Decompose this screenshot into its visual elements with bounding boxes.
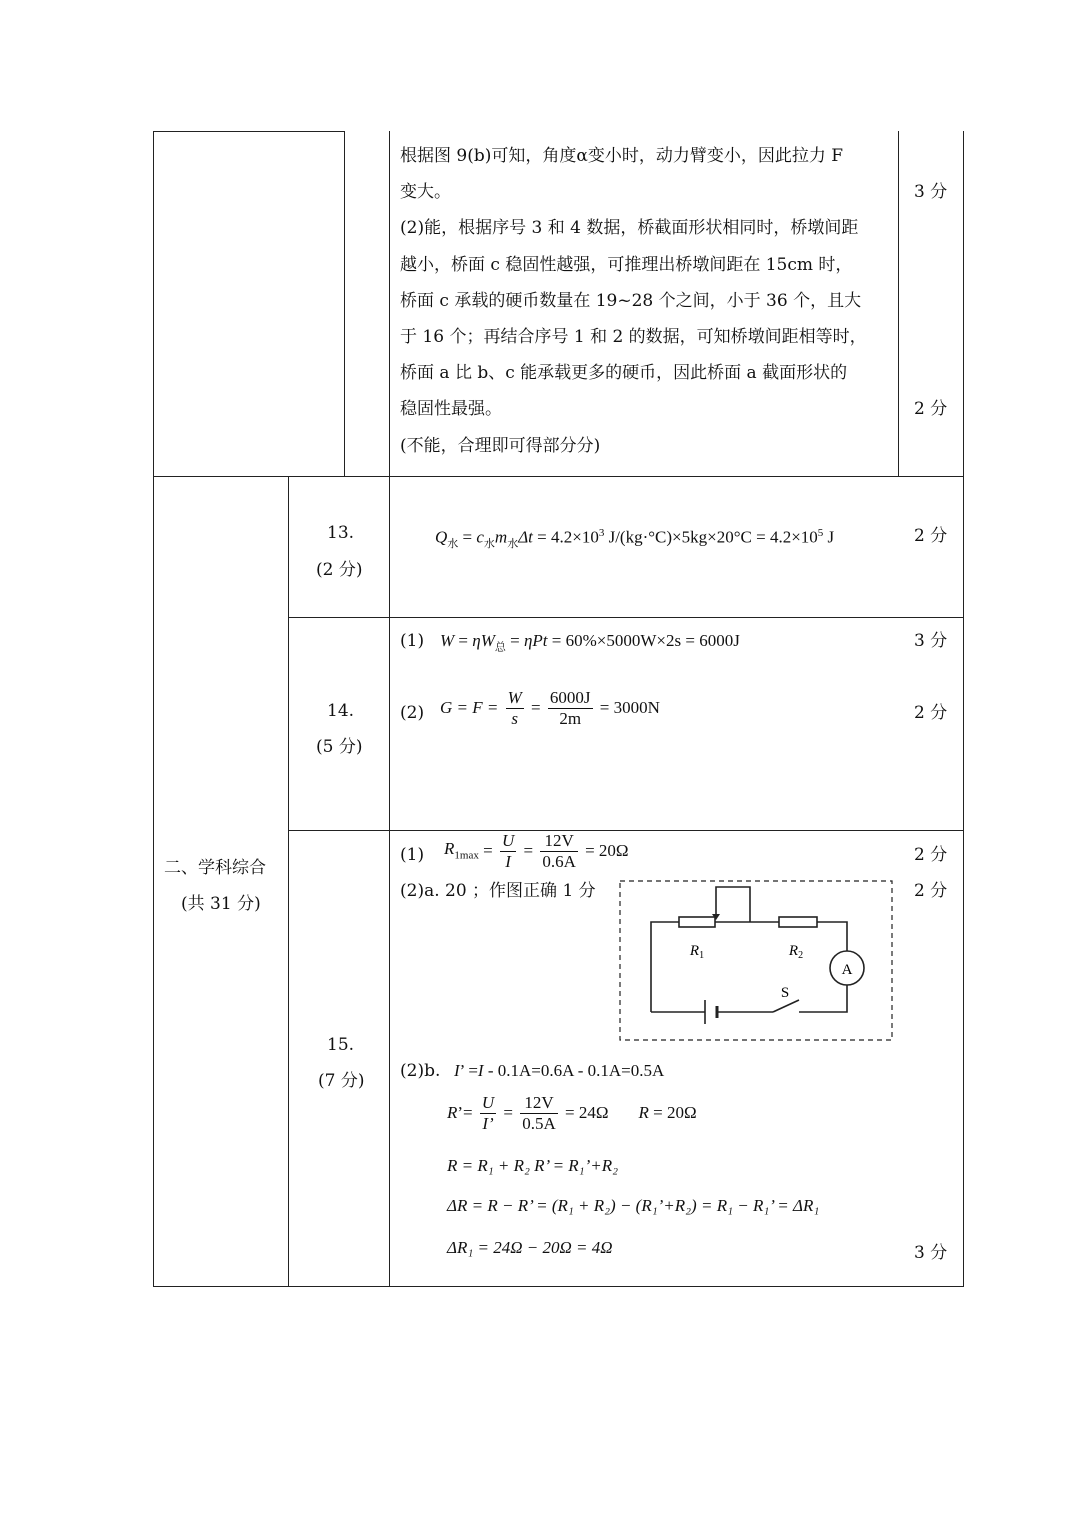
answer-line: 根据图 9(b)可知，角度α变小时，动力臂变小，因此拉力 F xyxy=(400,146,844,166)
q14-part1-label: (1) xyxy=(400,631,425,651)
section-points: (共 31 分) xyxy=(181,894,261,914)
question-number-14: 14. xyxy=(327,701,355,721)
score-q15-part2b: 3 分 xyxy=(914,1243,948,1263)
switch-label: S xyxy=(780,985,790,1001)
q15-part2b-line5: ΔR₁ = 24Ω − 20Ω = 4Ω xyxy=(447,1238,613,1257)
score-top-2: 2 分 xyxy=(914,399,948,419)
score-q15-part2a: 2 分 xyxy=(914,881,948,901)
question-points-15: (7 分) xyxy=(318,1071,365,1091)
q15-part2b-line3: R = R₁ + R₂ R’ = R₁’+R₂ xyxy=(447,1156,619,1175)
column-divider-score-top xyxy=(898,131,899,476)
q14-part2-label: (2) xyxy=(400,703,425,723)
score-q14-part1: 3 分 xyxy=(914,631,948,651)
q15-part1-label: (1) xyxy=(400,845,425,865)
column-divider-question xyxy=(288,476,289,1287)
table-border-left xyxy=(153,131,154,1287)
score-top-1: 3 分 xyxy=(914,182,948,202)
answer-line: 于 16 个；再结合序号 1 和 2 的数据，可知桥墩间距相等时， xyxy=(400,327,867,347)
table-border-right xyxy=(963,131,964,1287)
section-title: 二、学科综合 xyxy=(164,858,266,878)
q13-equation: $Q_水 = c_水m_水\Delta t = 4.2\times 10^3$ $J/(kg\cdot^\circ C)\times 5kg\times 20^\circ C = 4.2\times 10^5$ J xyxy=(435,527,835,551)
ammeter-label: A xyxy=(841,962,853,978)
q15-part2b-line1: I’ =I - 0.1A=0.6A - 0.1A=0.5A xyxy=(454,1061,665,1080)
circuit-diagram xyxy=(619,880,894,1042)
score-q15-part1: 2 分 xyxy=(914,845,948,865)
row-divider-2 xyxy=(288,617,964,618)
row-divider-1 xyxy=(153,476,964,477)
wire-right-lower xyxy=(799,985,847,1012)
answer-line: 稳固性最强。 xyxy=(400,399,502,419)
table-border-bottom xyxy=(153,1286,964,1287)
r2-label: $R_2$ xyxy=(788,943,804,961)
question-points-13: (2 分) xyxy=(316,560,363,580)
q15-part2b-line4: ΔR = R − R’ = (R₁ + R₂) − (R₁’+R₂) = R₁ − R₁’ = ΔR₁ xyxy=(447,1196,820,1215)
question-number-13: 13. xyxy=(327,523,355,543)
table-border-top-left xyxy=(153,131,345,132)
q15-part2b-label: (2)b. xyxy=(400,1061,441,1081)
q14-part2-equation: G = F = $\frac{W}{s}$ = $\frac{6000J}{2m}$ = 3000N xyxy=(440,688,660,728)
answer-line: (2)能，根据序号 3 和 4 数据，桥截面形状相同时，桥墩间距 xyxy=(400,218,859,238)
answer-line: 越小，桥面 c 稳固性越强，可推理出桥墩间距在 15cm 时， xyxy=(400,255,853,275)
wire-right xyxy=(817,922,847,951)
wire-slider xyxy=(716,887,750,922)
column-divider-answer xyxy=(389,131,390,1287)
answer-line: 桥面 a 比 b、c 能承载更多的硬币，因此桥面 a 截面形状的 xyxy=(400,363,848,383)
q14-part1-equation: $W = \eta W_总 = \eta Pt = 60\%\times 5000W\times 2s = 6000J$ xyxy=(440,631,740,654)
r1-label: $R_1$ xyxy=(689,943,705,961)
q15-part2a: (2)a. 20 ；作图正确 1 分 xyxy=(400,881,596,901)
switch-blade xyxy=(773,1000,799,1012)
answer-line: 变大。 xyxy=(400,182,451,202)
q15-part2b-line2: R’= $\frac{U}{I’}$ = $\frac{12V}{0.5A}$ = 24Ω R = 20Ω xyxy=(447,1093,697,1133)
wire-top-left xyxy=(651,922,679,1012)
question-number-15: 15. xyxy=(327,1035,355,1055)
score-q13: 2 分 xyxy=(914,526,948,546)
resistor-r1 xyxy=(679,917,715,927)
q15-part1-equation: $R_{1max}$ = $\frac{U}{I}$ = $\frac{12V}{0.6A}$ = 20Ω xyxy=(444,831,629,871)
answer-line: 桥面 c 承载的硬币数量在 19~28 个之间，小于 36 个，且大 xyxy=(400,291,862,311)
answer-line: (不能，合理即可得部分分) xyxy=(400,436,601,456)
score-q14-part2: 2 分 xyxy=(914,703,948,723)
question-points-14: (5 分) xyxy=(316,737,363,757)
resistor-r2 xyxy=(779,917,817,927)
column-divider-top-a xyxy=(344,131,345,476)
